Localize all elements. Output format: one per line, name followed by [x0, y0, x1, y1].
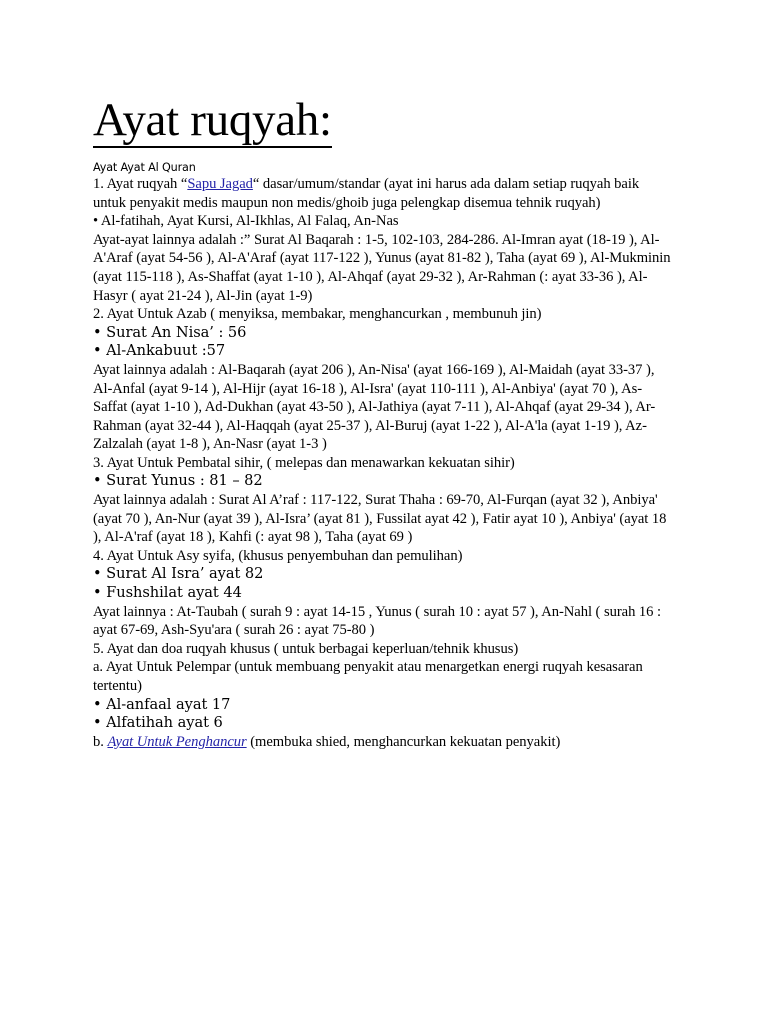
- section-3-other-verses: Ayat lainnya adalah : Surat Al A’raf : 117-122, Surat Thaha : 69-70, Al-Furqan (ayat 32 ), Anbiya' (ayat 70 ), An-Nur (ayat 39 ), Al-Isra’ (ayat 81 ), Fussilat ayat 42 ), Fatir ayat 10 ), Anbiya' (ayat 18 ), Al-A'raf (ayat 18 ), Kahfi (: ayat 98 ), Taha (ayat 69 ): [93, 492, 667, 546]
- document-subtitle: Ayat Ayat Al Quran: [93, 160, 196, 174]
- section-1-bullet: • Al-fatihah, Ayat Kursi, Al-Ikhlas, Al Falaq, An-Nas: [93, 213, 399, 230]
- section-5b-suffix: (membuka shied, menghancurkan kekuatan penyakit): [246, 733, 561, 750]
- section-5b-prefix: b.: [93, 733, 108, 750]
- section-3-bullet-1: • Surat Yunus : 81 – 82: [93, 472, 263, 490]
- page-title: [93, 96, 332, 148]
- section-2-bullet-2: • Al-Ankabuut :57: [93, 342, 226, 360]
- title-container: [93, 96, 673, 150]
- section-3-heading: 3. Ayat Untuk Pembatal sihir, ( melepas dan menawarkan kekuatan sihir): [93, 454, 515, 471]
- section-4-heading: 4. Ayat Untuk Asy syifa, (khusus penyembuhan dan pemulihan): [93, 547, 463, 564]
- sapu-jagad-link[interactable]: Sapu Jagad: [187, 175, 253, 192]
- section-5a-bullet-1: • Al-anfaal ayat 17: [93, 695, 231, 713]
- section-5b-heading: [93, 733, 673, 752]
- section-5a-heading: a. Ayat Untuk Pelempar (untuk membuang penyakit atau menargetkan energi ruqyah kesasaran tertentu): [93, 659, 643, 695]
- section-2-heading: 2. Ayat Untuk Azab ( menyiksa, membakar, menghancurkan , membunuh jin): [93, 306, 542, 323]
- section-4-other-verses: Ayat lainnya : At-Taubah ( surah 9 : ayat 14-15 , Yunus ( surah 10 : ayat 57 ), An-Nahl ( surah 16 : ayat 67-69, Ash-Syu'ara ( surah 26 : ayat 75-80 ): [93, 603, 662, 639]
- section-2-bullet-1: • Surat An Nisa’ : 56: [93, 323, 247, 341]
- section-4-bullet-2: • Fushshilat ayat 44: [93, 584, 242, 602]
- section-2-other-verses: Ayat lainnya adalah : Al-Baqarah (ayat 206 ), An-Nisa' (ayat 166-169 ), Al-Maidah (ayat 33-37 ), Al-Anfal (ayat 9-14 ), Al-Hijr (ayat 16-18 ), Al-Isra' (ayat 110-111 ), Al-Anbiya' (ayat 70 ), As-Saffat (ayat 1-10 ), Ad-Dukhan (ayat 43-50 ), Al-Jathiya (ayat 7-11 ), Al-Ahqaf (ayat 29-34 ), Ar-Rahman (ayat 32-44 ), Al-Haqqah (ayat 25-37 ), Al-Buruj (ayat 1-22 ), Al-A'la (ayat 1-19 ), Az-Zalzalah (ayat 1-8 ), An-Nasr (ayat 1-3 ): [93, 361, 656, 453]
- ayat-untuk-penghancur-link[interactable]: Ayat Untuk Penghancur: [107, 733, 247, 750]
- section-1-intro: [93, 175, 673, 212]
- section-1-intro-prefix: 1. Ayat ruqyah “: [93, 175, 188, 192]
- page-title-text: Ayat ruqyah:: [93, 94, 332, 146]
- section-1-intro-suffix: “ dasar/umum/standar (ayat ini harus ada dalam setiap ruqyah baik untuk penyakit medis maupun non medis/ghoib juga pelengkap disemua tehnik ruqyah): [93, 175, 640, 211]
- section-5-heading: 5. Ayat dan doa ruqyah khusus ( untuk berbagai keperluan/tehnik khusus): [93, 640, 519, 657]
- section-4-bullet-1: • Surat Al Isra’ ayat 82: [93, 565, 264, 583]
- section-5a-bullet-2: • Alfatihah ayat 6: [93, 714, 223, 732]
- section-1-other-verses: Ayat-ayat lainnya adalah :” Surat Al Baqarah : 1-5, 102-103, 284-286. Al-Imran ayat (18-19 ), Al-A'Araf (ayat 54-56 ), Al-A'Araf (ayat 117-122 ), Yunus (ayat 81-82 ), Taha (ayat 69 ), Al-Mukminin (ayat 115-118 ), As-Shaffat (ayat 1-10 ), Al-Ahqaf (ayat 29-32 ), Ar-Rahman (: ayat 33-36 ), Al-Hasyr ( ayat 21-24 ), Al-Jin (ayat 1-9): [93, 231, 671, 304]
